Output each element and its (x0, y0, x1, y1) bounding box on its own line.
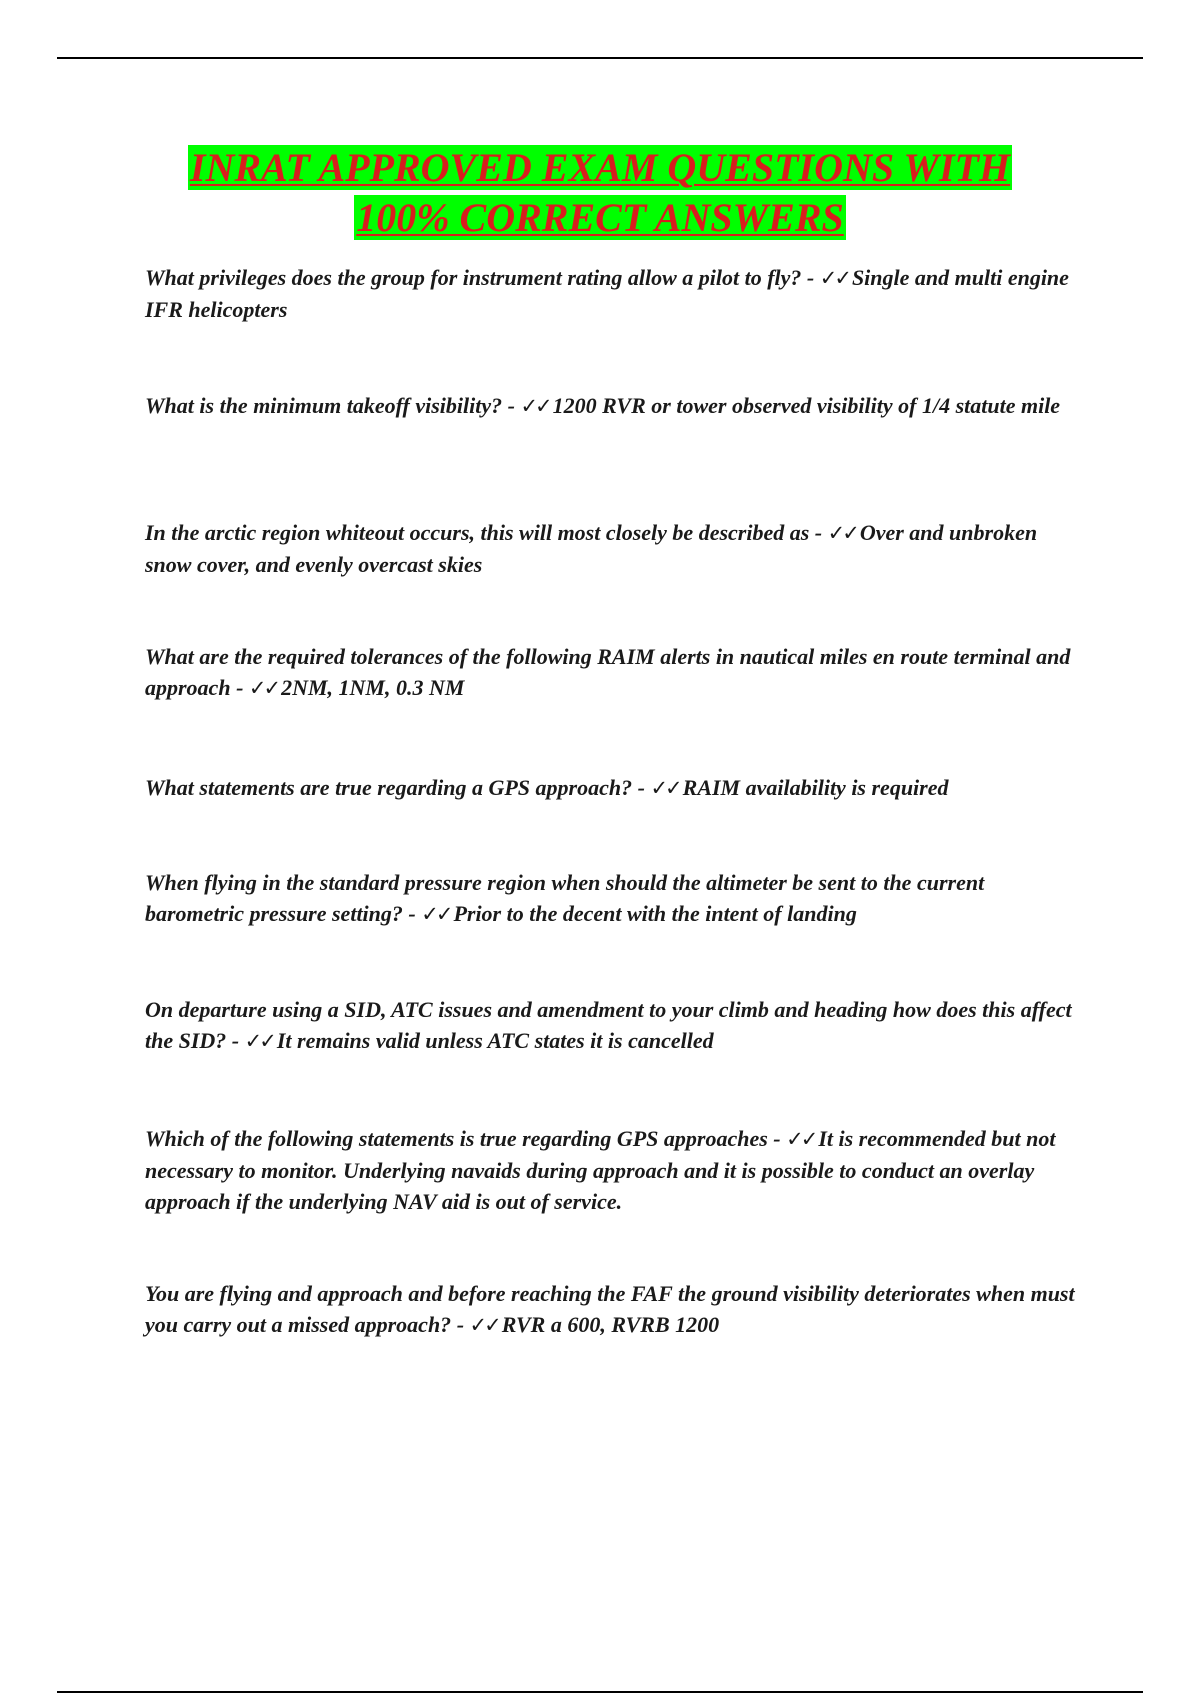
separator: - (402, 901, 422, 926)
separator: - (502, 393, 521, 418)
answer-text: RVR a 600, RVRB 1200 (501, 1312, 720, 1337)
double-check-icon: ✓✓ (248, 676, 279, 700)
answer-text: 2NM, 1NM, 0.3 NM (281, 675, 465, 700)
separator: - (809, 520, 828, 545)
double-check-icon: ✓✓ (819, 266, 849, 290)
title-line-2: 100% CORRECT ANSWERS (356, 195, 844, 240)
separator: - (801, 265, 820, 290)
answer-text: RAIM availability is required (682, 775, 949, 800)
qa-item (145, 641, 1085, 704)
double-check-icon: ✓✓ (421, 902, 451, 926)
qa-item (145, 390, 1085, 422)
qa-item (145, 867, 1085, 930)
qa-item (145, 1278, 1085, 1341)
question-text: What privileges does the group for instrument rating allow a pilot to fly? (145, 265, 802, 290)
qa-item (145, 1123, 1085, 1217)
qa-item (145, 772, 1085, 804)
double-check-icon: ✓✓ (827, 521, 857, 545)
double-check-icon: ✓✓ (650, 776, 680, 800)
question-text: In the arctic region whiteout occurs, this will most closely be described as (145, 520, 810, 545)
double-check-icon: ✓✓ (786, 1127, 816, 1151)
separator: - (226, 1028, 245, 1053)
answer-text: It remains valid unless ATC states it is cancelled (276, 1028, 714, 1053)
answer-text: 1200 RVR or tower observed visibility of 1/4 statute mile (552, 393, 1061, 418)
qa-item (145, 262, 1085, 325)
answer-text: Over and unbroken snow cover, and evenly overcast skies (145, 520, 1038, 577)
separator: - (230, 675, 249, 700)
separator: - (767, 1126, 787, 1151)
question-text: When flying in the standard pressure region when should the altimeter be sent to the current barometric pressure setting? (145, 870, 985, 926)
document-title (0, 143, 1200, 243)
answer-text: It is recommended but not necessary to monitor. Underlying navaids during approach and it is possible to conduct an overlay approach if the underlying NAV aid is out of service. (145, 1126, 1056, 1214)
question-text: What is the minimum takeoff visibility? (145, 393, 503, 418)
question-text: What are the required tolerances of the following RAIM alerts in nautical miles en route terminal and approach (145, 644, 1071, 700)
separator: - (451, 1312, 470, 1337)
answer-text: Single and multi engine IFR helicopters (145, 265, 1069, 322)
double-check-icon: ✓✓ (520, 394, 550, 418)
double-check-icon: ✓✓ (244, 1029, 274, 1053)
bottom-rule (57, 1691, 1143, 1693)
question-text: On departure using a SID, ATC issues and amendment to your climb and heading how does this affect the SID? (145, 997, 1072, 1053)
question-text: Which of the following statements is true regarding GPS approaches (145, 1126, 768, 1151)
question-text: You are flying and approach and before reaching the FAF the ground visibility deteriorates when must you carry out a missed approach? (145, 1281, 1075, 1337)
double-check-icon: ✓✓ (469, 1313, 499, 1337)
title-line-1: INRAT APPROVED EXAM QUESTIONS WITH (189, 145, 1011, 190)
answer-text: Prior to the decent with the intent of landing (453, 901, 857, 926)
qa-item (145, 517, 1085, 580)
qa-item (145, 994, 1085, 1057)
top-rule (57, 57, 1143, 59)
separator: - (632, 775, 651, 800)
question-text: What statements are true regarding a GPS approach? (145, 775, 633, 800)
